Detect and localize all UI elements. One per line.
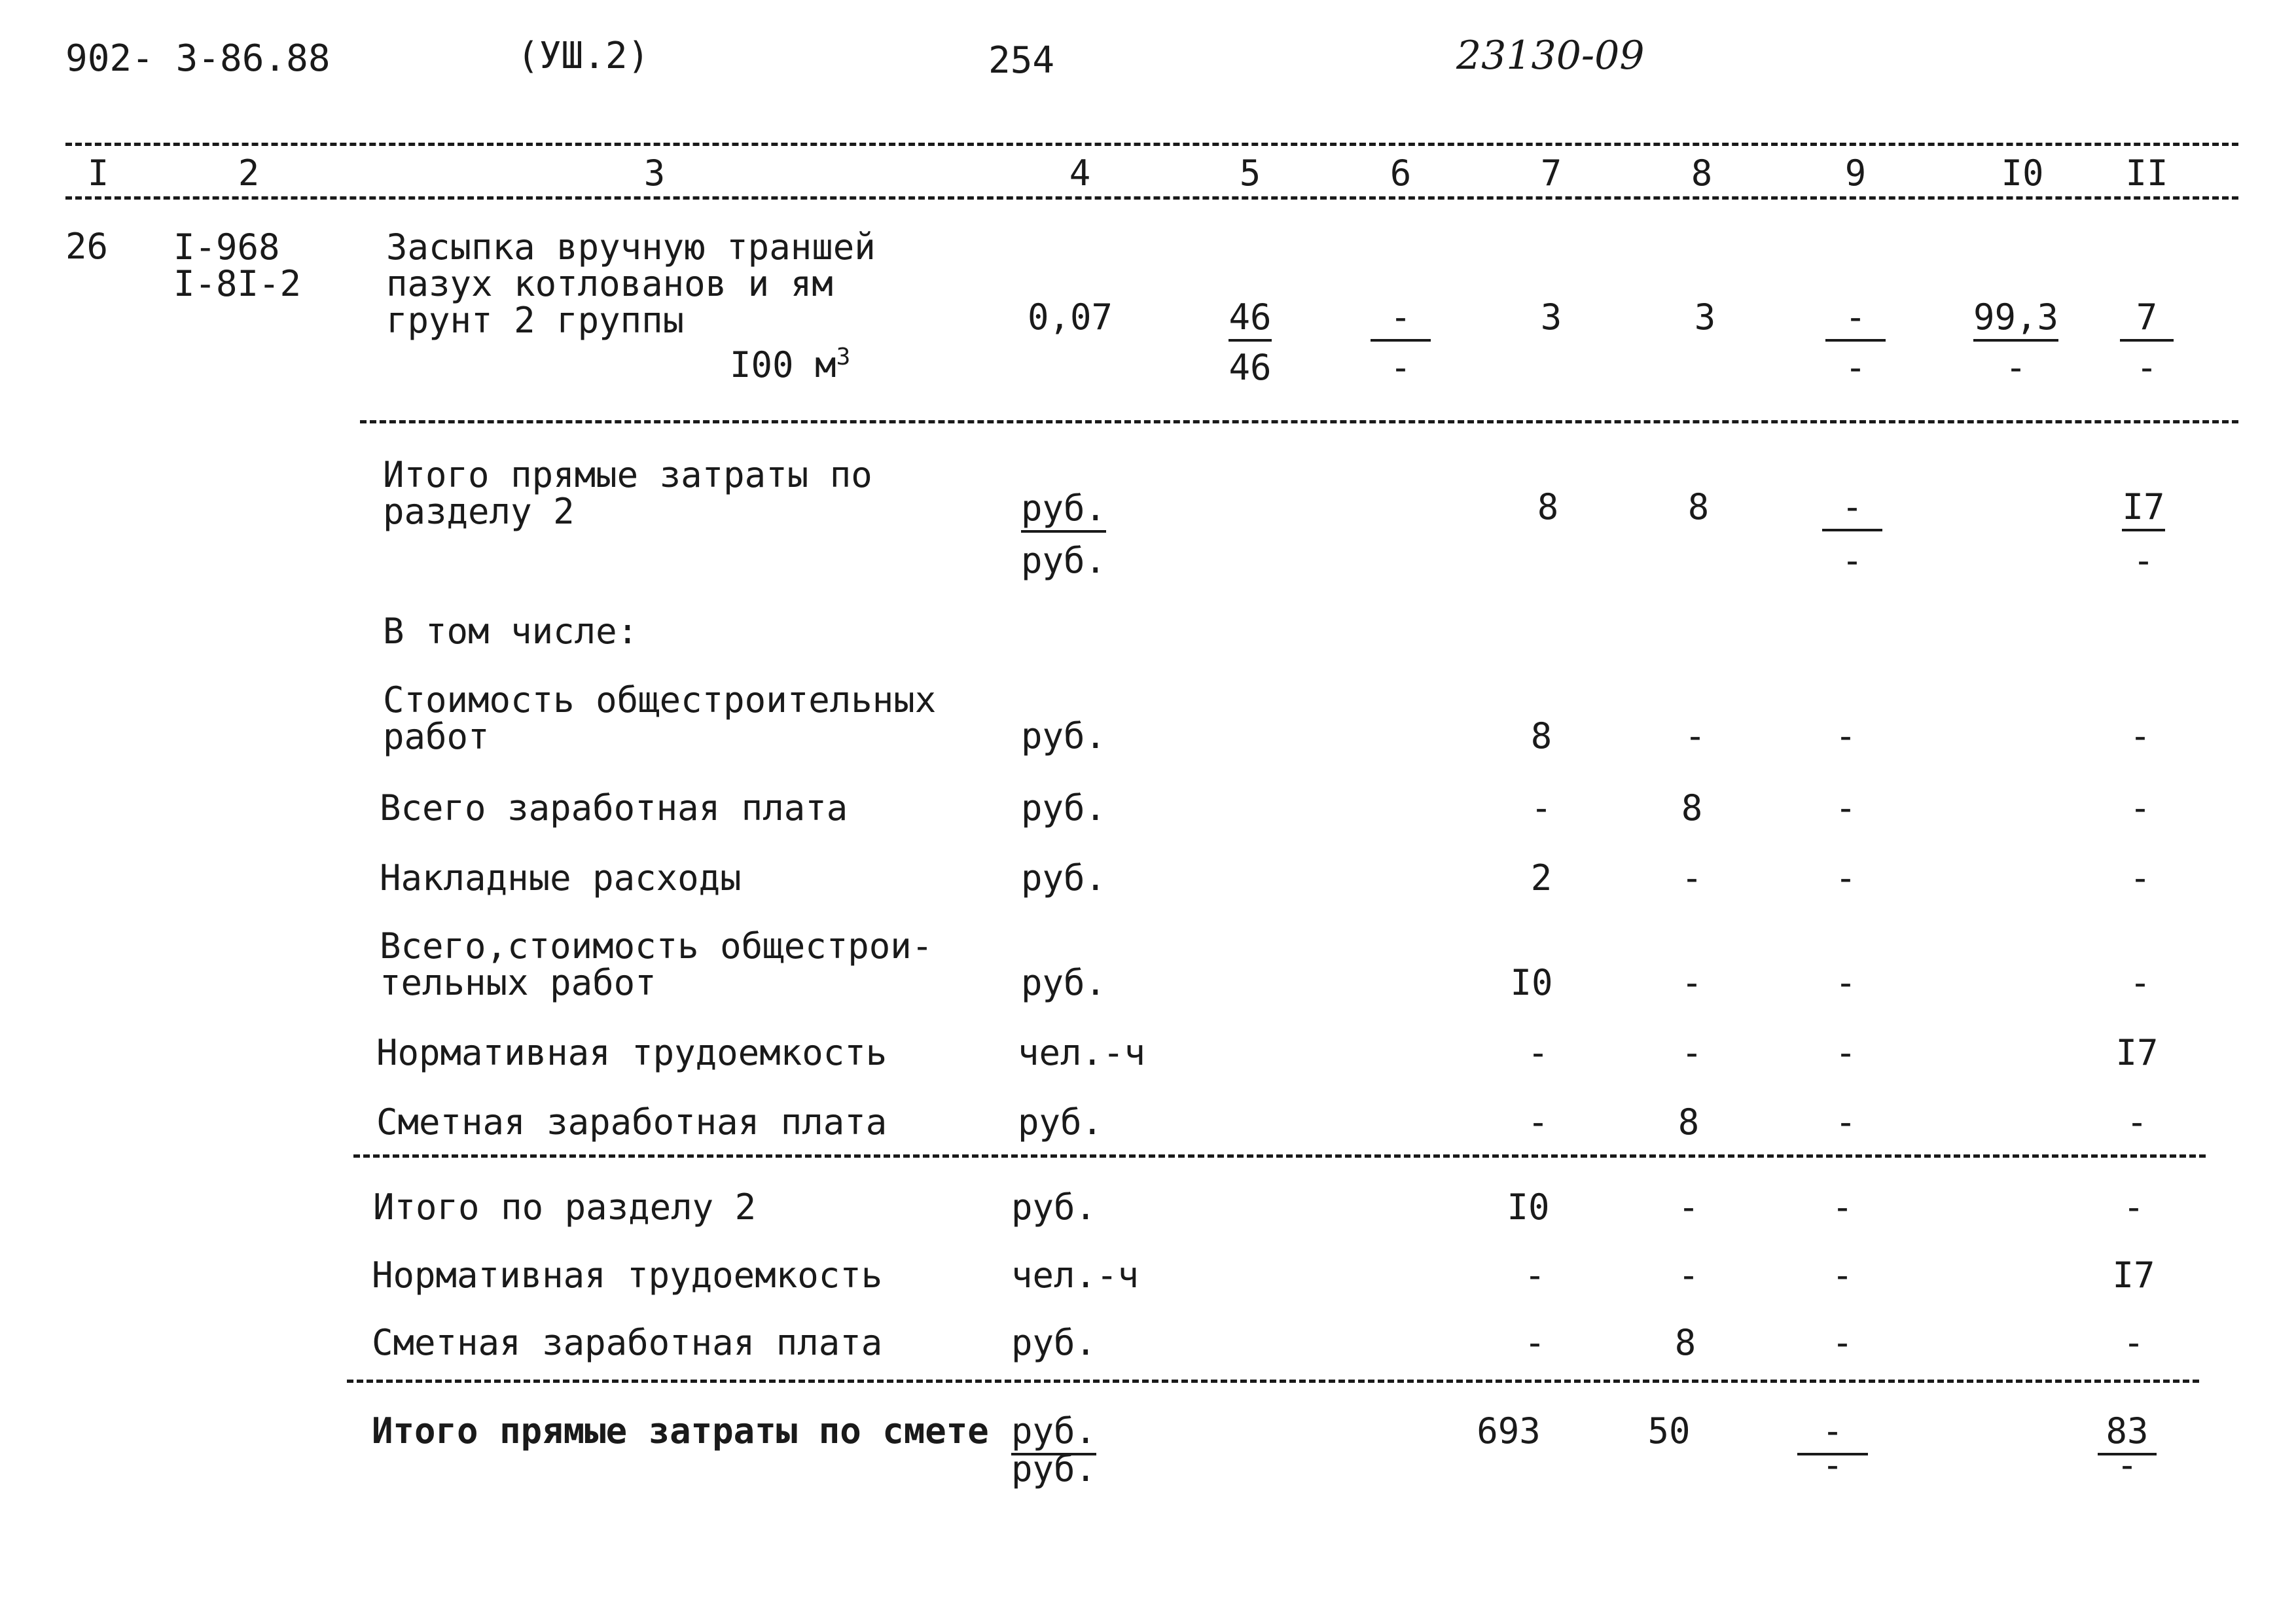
total-wage: - [1681,962,1703,1003]
labor-norm: - [2005,347,2027,388]
labor-total: - [2129,715,2151,757]
page-number: 254 [988,39,1055,82]
col9-value: - [1831,1186,1854,1228]
col9-value: - [1835,715,1857,757]
labor-total: 83 [2091,1414,2163,1449]
col9-value: - [1820,490,1885,525]
row-label: Стоимость общестроительных работ [383,679,937,757]
col-number: II [2125,152,2168,194]
col9-value: - [1831,1322,1854,1363]
header-rule-bottom [65,196,2238,200]
total-cost: 8 [1530,715,1552,757]
row-label: Нормативная трудоемкость [372,1255,883,1296]
col6-value: - [1390,347,1412,388]
row-separator [353,1154,2206,1158]
row-label: Сметная заработная плата [372,1322,883,1363]
labor-norm: 99,3 [1964,300,2068,335]
unit-label: руб. [1011,1186,1097,1228]
col9-value: - [1835,787,1857,829]
unit-label: руб. [1021,540,1107,581]
col9-value: - [1835,962,1857,1003]
item-quantity: 0,07 [1028,296,1113,338]
total-cost: I0 [1510,962,1553,1003]
row-label: Накладные расходы [380,857,742,899]
total-cost: - [1527,1032,1549,1073]
labor-total: - [2123,1186,2145,1228]
archive-number: 23130-09 [1456,33,1645,79]
total-cost: 693 [1477,1410,1541,1452]
row-separator [347,1380,2199,1383]
labor-total: - [2126,1101,2148,1143]
col-number: I0 [2001,152,2044,194]
col9-value: - [1797,1414,1869,1449]
section-code: (УШ.2) [517,35,650,77]
document-code: 902- 3-86.88 [65,37,331,80]
direct-costs-label: Итого прямые затраты по разделу 2 [383,454,872,532]
total-wage: - [1681,857,1703,899]
labor-total: - [2129,857,2151,899]
total-wage: 3 [1694,296,1716,338]
total-wage: - [1681,1032,1703,1073]
unit-label: руб. [1021,715,1107,757]
col9-value: - [1821,1444,1844,1486]
total-cost: - [1524,1255,1546,1296]
col9-value: - [1835,1101,1857,1143]
unit-label: руб. [1021,787,1107,829]
total-wage: - [1677,1255,1700,1296]
unit-label: руб. [1011,1414,1096,1449]
unit-label: руб. [1011,1448,1097,1489]
col9-value: - [1831,1255,1854,1296]
col-number: 7 [1540,152,1562,194]
including-heading: В том числе: [383,611,639,652]
total-cost: I0 [1507,1186,1550,1228]
total-wage: 8 [1677,1101,1700,1143]
total-wage: 8 [1681,787,1703,829]
col9-value: - [1835,857,1857,899]
labor-total: 7 [2114,300,2179,335]
labor-total: - [2116,1444,2138,1486]
unit-label: руб. [1011,1322,1097,1363]
col-number: 4 [1069,152,1091,194]
col9-value: - [1844,347,1867,388]
item-number: 26 [65,226,109,267]
price-code: I-968 I-8I-2 [173,226,302,304]
unit-label: руб. [1021,962,1107,1003]
labor-total: I7 [2111,490,2176,525]
total-cost: - [1524,1322,1546,1363]
total-wage: 8 [1674,1322,1696,1363]
unit-cost: 46 [1217,300,1283,335]
total-wage: 8 [1687,486,1710,527]
col-number: I [87,152,109,194]
unit-label: чел.-ч [1011,1255,1139,1296]
item-description: Засыпка вручную траншей пазух котлованов и ям грунт 2 группы [386,226,876,341]
total-wage: 50 [1647,1410,1691,1452]
col-number: 8 [1691,152,1713,194]
col9-value: - [1841,540,1863,581]
row-label: Всего,стоимость общестрои- тельных работ [380,925,933,1003]
unit-label: руб. [1021,857,1107,899]
item-unit: I00 $м^3$ [730,344,851,385]
unit-label: чел.-ч [1018,1032,1146,1073]
labor-total: I7 [2112,1255,2155,1296]
unit-label: руб. [1021,491,1106,526]
grand-total-label: Итого прямые затраты по смете [372,1410,989,1452]
labor-total: - [2123,1322,2145,1363]
col-number: 2 [238,152,260,194]
total-cost: - [1530,787,1552,829]
total-cost: 2 [1530,857,1552,899]
col-number: 5 [1239,152,1261,194]
row-label: Сметная заработная плата [376,1101,888,1143]
col-number: 6 [1390,152,1412,194]
col-number: 3 [643,152,666,194]
total-wage: - [1677,1186,1700,1228]
labor-total: - [2132,540,2155,581]
row-label: Нормативная трудоемкость [376,1032,888,1073]
unit-cost-wage: 46 [1229,347,1272,388]
col-number: 9 [1844,152,1867,194]
row-label: Всего заработная плата [380,787,848,829]
total-cost: - [1527,1101,1549,1143]
total-wage: - [1684,715,1706,757]
row-label: Итого по разделу 2 [373,1186,757,1228]
total-cost: 8 [1537,486,1559,527]
col9-value: - [1835,1032,1857,1073]
total-cost: 3 [1540,296,1562,338]
unit-label: руб. [1018,1101,1103,1143]
col9-value: - [1823,300,1888,335]
row-separator [360,420,2238,423]
col6-value: - [1368,300,1433,335]
header-rule-top [65,143,2238,146]
labor-total: I7 [2115,1032,2159,1073]
labor-total: - [2129,962,2151,1003]
labor-total: - [2129,787,2151,829]
labor-total: - [2136,347,2158,388]
